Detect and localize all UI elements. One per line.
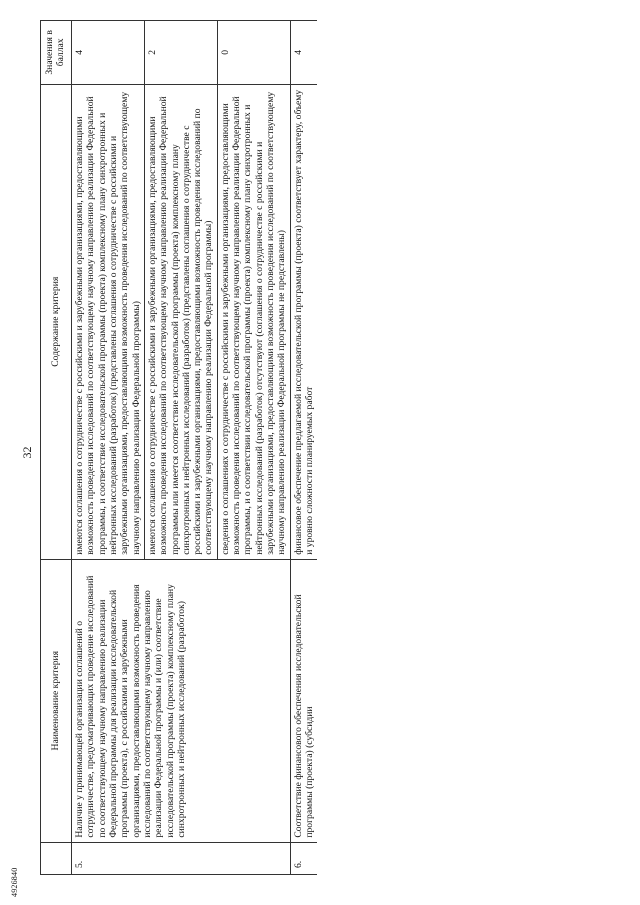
criterion-option-value: 0 bbox=[217, 21, 290, 85]
page-number: 32 bbox=[20, 446, 34, 459]
criterion-option-content: финансовое обеспечение предлагаемой исследовательской программы (проекта) соответствует характеру, объему и уровню сложности планируемых работ bbox=[290, 84, 317, 559]
table-row bbox=[72, 21, 145, 875]
criterion-option-value: 4 bbox=[72, 21, 145, 85]
header-value: Значения в баллах bbox=[41, 21, 72, 85]
criterion-name: Соответствие финансового обеспечения исследовательской программы (проекта) (субсидии bbox=[290, 559, 317, 842]
criterion-number: 5. bbox=[72, 842, 291, 874]
criterion-name: Наличие у принимающей организации соглашений о сотрудничестве, предусматривающих проведение исследований по соответствующему научному направлению реализации Федеральной программы для реализации исследовательской программы (проекта), с российскими и зарубежными организациями, предоставляющими возможность проведения исследований по соответствующему научному направлению реализации Федеральной программы и (или) соответствие исследовательской программы (проекта) комплексному плану синхротронных и нейтронных исследований (разработок) bbox=[72, 559, 291, 842]
document-code: 4926840 bbox=[10, 867, 19, 897]
criterion-option-content: имеются соглашения о сотрудничестве с российскими и зарубежными организациями, предоставляющими возможность проведения исследований по соответствующему научному направлению реализации Федеральной программы или имеется соответствие исследовательской программы (проекта) комплексному плану синхротронных и нейтронных исследований (разработок) (представлены соглашения о сотрудничестве с российскими и зарубежными организациями, предоставляющими возможность проведения исследований по соответствующему научному направлению реализации Федеральной программы) bbox=[144, 84, 217, 559]
criteria-table bbox=[40, 20, 317, 875]
criterion-number: 6. bbox=[290, 842, 317, 874]
header-content: Содержание критерия bbox=[41, 84, 72, 559]
criterion-option-content: сведения о соглашениях о сотрудничестве с российскими и зарубежными организациями, предоставляющими возможность проведения исследований по соответствующему научному направлению реализации Федеральной программы, и о соответствии исследовательской программы (проекта) комплексному плану синхротронных и нейтронных исследований (разработок) отсутствуют (соглашения о сотрудничестве с российскими и зарубежными организациями, предоставляющими возможность проведения исследований по соответствующему научному направлению реализации Федеральной программы не представлены) bbox=[217, 84, 290, 559]
header-name: Наименование критерия bbox=[41, 559, 72, 842]
criterion-option-content: имеются соглашения о сотрудничестве с российскими и зарубежными организациями, предоставляющими возможность проведения исследований по соответствующему научному направлению реализации Федеральной программы, и соответствие исследовательской программы (проекта) комплексному плану синхротронных и нейтронных исследований (разработок) (представлены соглашения о сотрудничестве с российскими и зарубежными организациями, предоставляющими возможность проведения исследований по соответствующему научному направлению реализации Федеральной программы) bbox=[72, 84, 145, 559]
header-number bbox=[41, 842, 72, 874]
table-header-row bbox=[41, 21, 72, 875]
criterion-option-value: 4 bbox=[290, 21, 317, 85]
table-row bbox=[290, 21, 317, 875]
criterion-option-value: 2 bbox=[144, 21, 217, 85]
